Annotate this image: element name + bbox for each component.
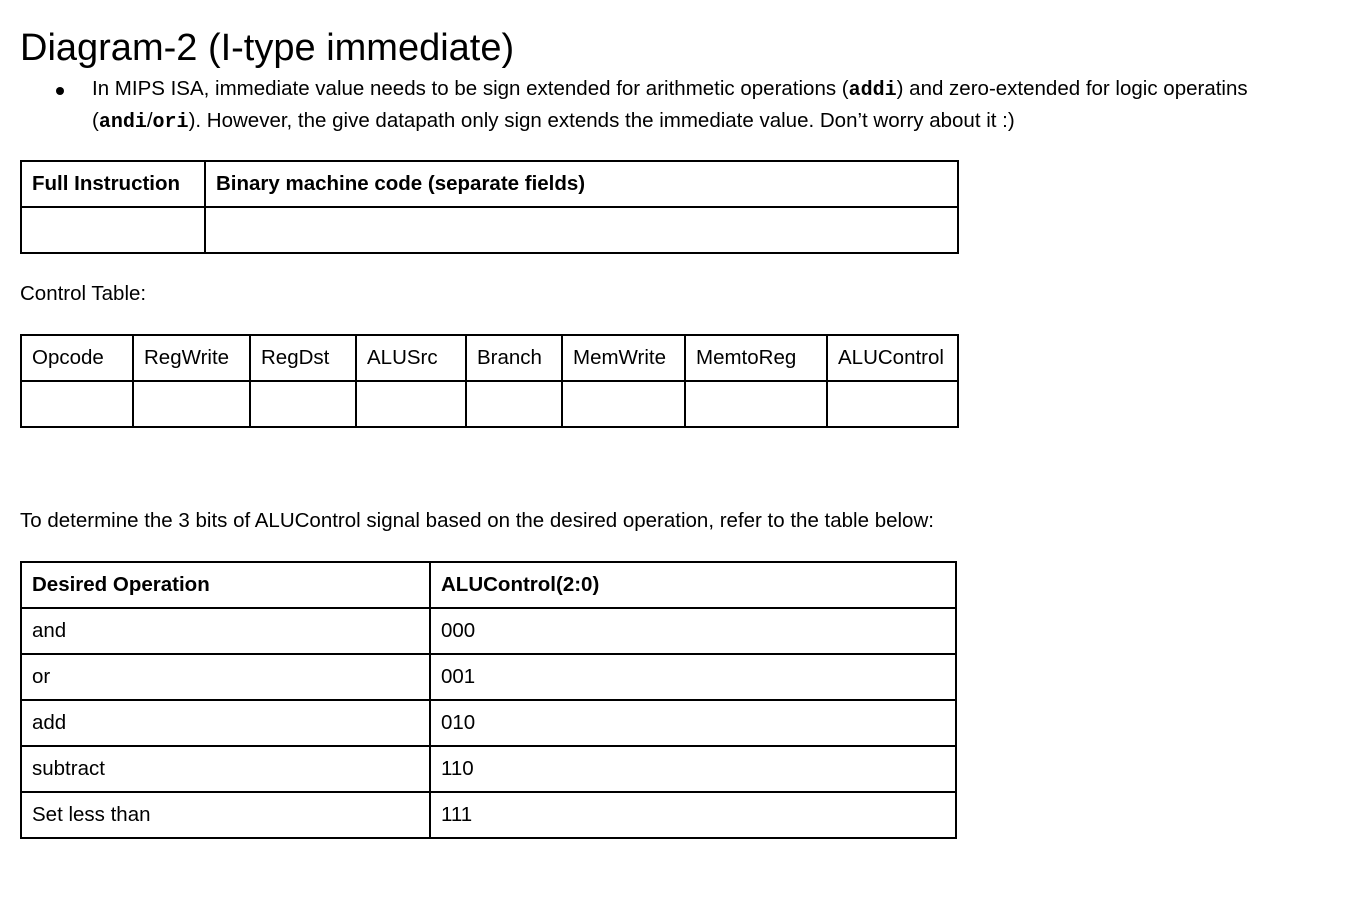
code-ori: ori [152,111,189,134]
alu-control-table [20,561,957,839]
note-part-4: ). However, the give datapath only sign extends the immediate value. Don’t worry about it :) [188,109,1015,132]
alucontrol-value-cell: 001 [430,654,956,700]
alucontrol-value-cell: 000 [430,608,956,654]
code-addi: addi [848,79,897,102]
alu-table-label: To determine the 3 bits of ALUControl signal based on the desired operation, refer to the table below: [20,509,934,532]
page-title: Diagram-2 (I-type immediate) [20,27,515,70]
header-regwrite: RegWrite [133,335,250,381]
branch-cell[interactable] [466,381,562,427]
full-instruction-cell[interactable] [21,207,205,253]
alu-header-row [21,562,956,608]
header-alusrc: ALUSrc [356,335,466,381]
operation-cell: and [21,608,430,654]
code-andi: andi [98,111,147,134]
note-part-2: ) and zero-extended for logic operatins ( [92,77,1248,132]
table-row [21,654,956,700]
header-alucontrol: ALUControl [827,335,958,381]
instruction-answer-row [21,207,958,253]
alucontrol-cell[interactable] [827,381,958,427]
table-row [21,608,956,654]
control-header-row [21,335,958,381]
opcode-cell[interactable] [21,381,133,427]
header-memwrite: MemWrite [562,335,685,381]
header-opcode: Opcode [21,335,133,381]
header-desired-operation: Desired Operation [21,562,430,608]
alucontrol-value-cell: 010 [430,700,956,746]
regwrite-cell[interactable] [133,381,250,427]
header-branch: Branch [466,335,562,381]
table-row [21,700,956,746]
header-memtoreg: MemtoReg [685,335,827,381]
memtoreg-cell[interactable] [685,381,827,427]
control-table-label: Control Table: [20,282,147,305]
operation-cell: subtract [21,746,430,792]
header-full-instruction: Full Instruction [21,161,205,207]
memwrite-cell[interactable] [562,381,685,427]
note-part-3: / [146,109,153,132]
alucontrol-value-cell: 111 [430,792,956,838]
binary-machine-code-cell[interactable] [205,207,958,253]
operation-cell: Set less than [21,792,430,838]
table-row [21,746,956,792]
instruction-header-row [21,161,958,207]
table-row [21,792,956,838]
header-regdst: RegDst [250,335,356,381]
operation-cell: or [21,654,430,700]
control-answer-row [21,381,958,427]
bullet-icon [56,87,64,95]
control-table [20,334,959,428]
note-text [92,74,1252,138]
alucontrol-value-cell: 110 [430,746,956,792]
header-alucontrol-bits: ALUControl(2:0) [430,562,956,608]
instruction-table [20,160,959,254]
note-part-1: In MIPS ISA, immediate value needs to be sign extended for arithmetic operations ( [92,77,849,100]
operation-cell: add [21,700,430,746]
header-binary-machine-code: Binary machine code (separate fields) [205,161,958,207]
regdst-cell[interactable] [250,381,356,427]
alusrc-cell[interactable] [356,381,466,427]
